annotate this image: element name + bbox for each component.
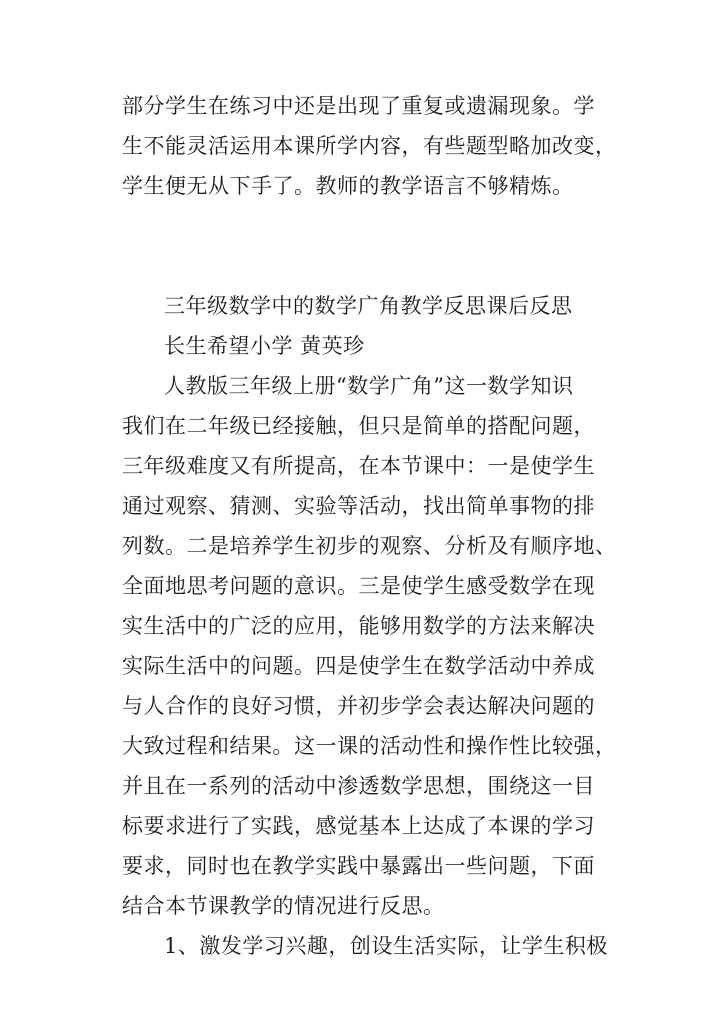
paragraph-line: 通过观察、猜测、实验等活动，找出简单事物的排 — [122, 494, 595, 518]
paragraph-line: 学生便无从下手了。教师的教学语言不够精炼。 — [122, 174, 574, 198]
paragraph-line: 实生活中的广泛的应用，能够用数学的方法来解决 — [122, 614, 595, 638]
paragraph-line: 并且在一系列的活动中渗透数学思想，围绕这一目 — [122, 774, 595, 798]
paragraph-line: 实际生活中的问题。四是使学生在数学活动中养成 — [122, 654, 595, 678]
paragraph-line: 我们在二年级已经接触，但只是简单的搭配问题， — [122, 414, 595, 438]
paragraph-line: 全面地思考问题的意识。三是使学生感受数学在现 — [122, 574, 595, 598]
paragraph-line: 部分学生在练习中还是出现了重复或遗漏现象。学 — [122, 94, 595, 118]
paragraph-line: 结合本节课教学的情况进行反思。 — [122, 894, 445, 918]
paragraph-line: 要求，同时也在教学实践中暴露出一些问题，下面 — [122, 854, 595, 878]
paragraph-line: 生不能灵活运用本课所学内容，有些题型略加改变， — [122, 134, 617, 158]
paragraph-line: 大致过程和结果。这一课的活动性和操作性比较强， — [122, 734, 617, 758]
article-title: 三年级数学中的数学广角教学反思课后反思 — [164, 294, 573, 318]
paragraph-line: 人教版三年级上册“数学广角”这一数学知识 — [164, 374, 574, 398]
paragraph-line: 与人合作的良好习惯，并初步学会表达解决问题的 — [122, 694, 595, 718]
paragraph-line: 标要求进行了实践，感觉基本上达成了本课的学习 — [122, 814, 595, 838]
paragraph-line: 1、激发学习兴趣，创设生活实际，让学生积极 — [164, 934, 608, 958]
paragraph-line: 三年级难度又有所提高，在本节课中：一是使学生 — [122, 454, 595, 478]
author-line: 长生希望小学 黄英珍 — [164, 334, 365, 358]
paragraph-line: 列数。二是培养学生初步的观察、分析及有顺序地、 — [122, 534, 617, 558]
